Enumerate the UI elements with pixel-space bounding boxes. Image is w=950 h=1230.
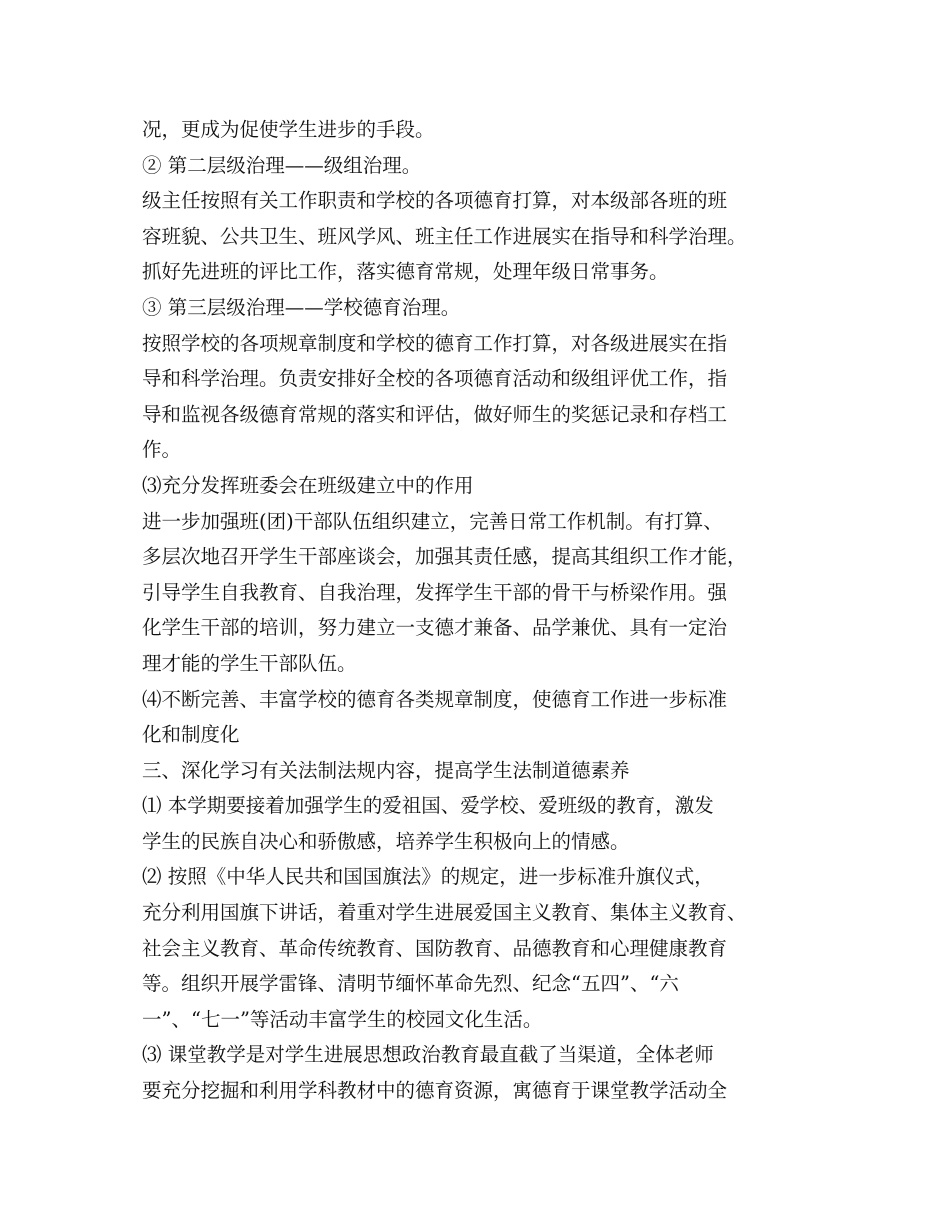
text-line: 多层次地召开学生干部座谈会，加强其责任感，提高其组织工作才能， bbox=[142, 545, 747, 569]
text-line: 学生的民族自决心和骄傲感，培养学生积极向上的情感。 bbox=[142, 829, 630, 853]
text-line: 引导学生自我教育、自我治理，发挥学生干部的骨干与桥梁作用。强 bbox=[142, 580, 728, 604]
text-line: 要充分挖掘和利用学科教材中的德育资源，寓德育于课堂教学活动全 bbox=[142, 1079, 728, 1103]
text-line: 进一步加强班(团)干部队伍组织建立，完善日常工作机制。有打算、 bbox=[142, 509, 723, 533]
text-line: 一”、“七一”等活动丰富学生的校园文化生活。 bbox=[142, 1007, 543, 1031]
text-line: 况，更成为促使学生进步的手段。 bbox=[142, 118, 435, 141]
document-body bbox=[142, 112, 832, 1109]
text-line: 三、深化学习有关法制法规内容，提高学生法制道德素养 bbox=[142, 758, 630, 782]
text-line: 抓好先进班的评比工作，落实德育常规，处理年级日常事务。 bbox=[142, 260, 669, 284]
text-line: 理才能的学生干部队伍。 bbox=[142, 651, 357, 675]
text-line: 容班貌、公共卫生、班风学风、班主任工作进展实在指导和科学治理。 bbox=[142, 224, 747, 248]
text-line: 社会主义教育、革命传统教育、国防教育、品德教育和心理健康教育 bbox=[142, 936, 728, 960]
text-line: ⑷不断完善、丰富学校的德育各类规章制度，使德育工作进一步标准 bbox=[142, 687, 728, 711]
text-line: ⑶ 课堂教学是对学生进展思想政治教育最直截了当渠道，全体老师 bbox=[142, 1043, 714, 1067]
text-line: 导和科学治理。负责安排好全校的各项德育活动和级组评优工作，指 bbox=[142, 367, 728, 391]
text-line: ② 第二层级治理——级组治理。 bbox=[142, 153, 422, 177]
text-line: ⑵ 按照《中华人民共和国国旗法》的规定，进一步标准升旗仪式， bbox=[142, 865, 714, 889]
text-line: 充分利用国旗下讲话，着重对学生进展爱国主义教育、集体主义教育、 bbox=[142, 901, 747, 925]
text-line: 导和监视各级德育常规的落实和评估，做好师生的奖惩记录和存档工 bbox=[142, 402, 728, 426]
text-line: 化和制度化 bbox=[142, 723, 240, 747]
text-line: 级主任按照有关工作职责和学校的各项德育打算，对本级部各班的班 bbox=[142, 189, 728, 213]
text-line: ⑶充分发挥班委会在班级建立中的作用 bbox=[142, 473, 474, 497]
text-line: 化学生干部的培训，努力建立一支德才兼备、品学兼优、具有一定治 bbox=[142, 616, 728, 640]
text-line: 等。组织开展学雷锋、清明节缅怀革命先烈、纪念“五四”、“六 bbox=[142, 972, 679, 996]
text-line: 按照学校的各项规章制度和学校的德育工作打算，对各级进展实在指 bbox=[142, 331, 728, 355]
text-line: ③ 第三层级治理——学校德育治理。 bbox=[142, 295, 461, 319]
text-line: 作。 bbox=[142, 438, 182, 462]
text-line: ⑴ 本学期要接着加强学生的爱祖国、爱学校、爱班级的教育，激发 bbox=[142, 794, 714, 818]
